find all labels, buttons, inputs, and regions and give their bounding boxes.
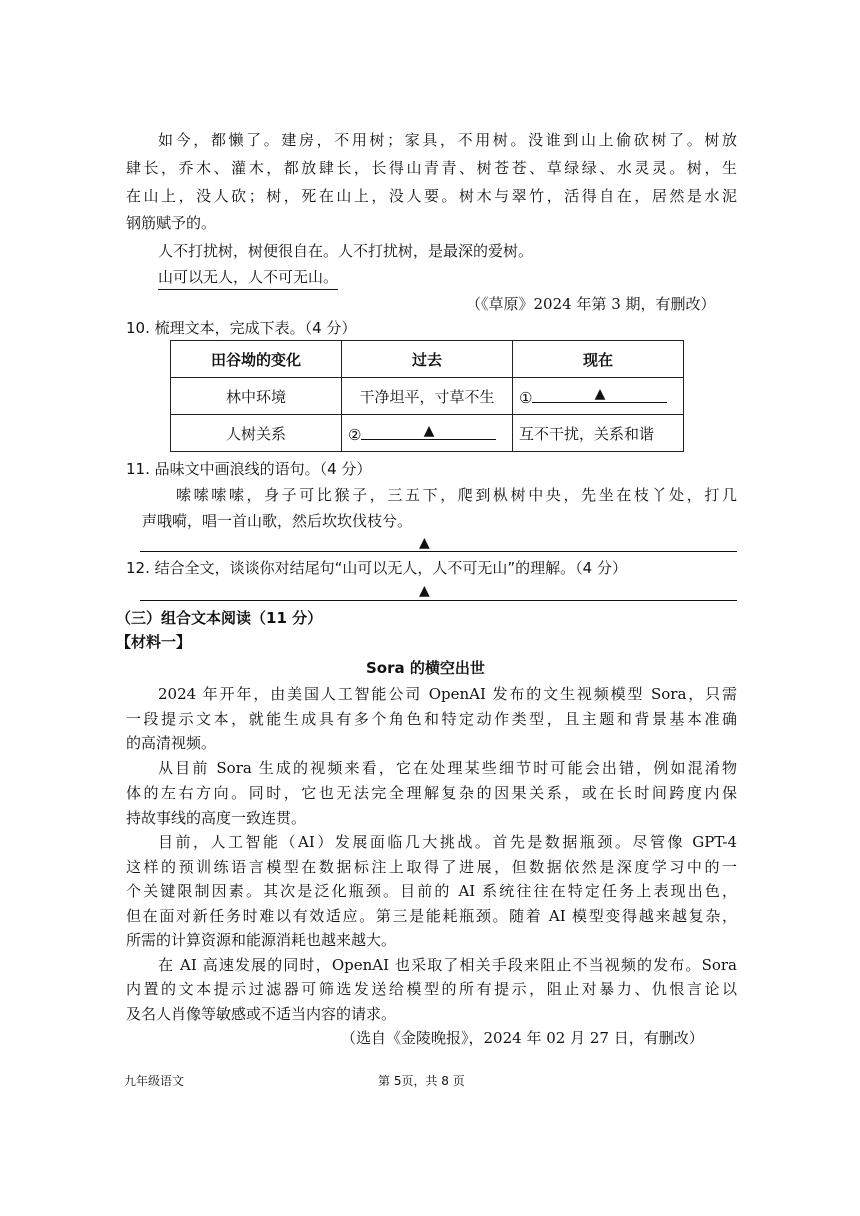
passage-paragraph: 人不打扰树，树便很自在。人不打扰树，是最深的爱树。 [158,242,534,260]
passage-line: 钢筋赋予的。 [126,214,217,232]
article-line: 但在面对新任务时难以有效适应。第三是能耗瓶颈。随着 AI 模型变得越来越复杂， [126,907,737,925]
table-header-row [171,341,684,378]
question-10-stem: 10. 梳理文本，完成下表。（4 分） [126,319,357,337]
article-line: 内置的文本提示过滤器可筛选发送给模型的所有提示，阻止对暴力、仇恨言论以 [126,980,737,998]
article-source: （选自《金陵晚报》，2024 年 02 月 27 日，有删改） [341,1029,704,1047]
answer-line[interactable] [140,551,737,552]
blank-number: ① [519,388,533,407]
article-line: 一段提示文本，就能生成具有多个角色和特定动作类型，且主题和背景基本准确 [126,710,737,728]
table-cell-past: 干净坦平，寸草不生 [342,378,513,415]
passage-line: 在山上，没人砍；树，死在山上，没人要。树木与翠竹，活得自在，居然是水泥 [126,187,737,205]
table-cell-now: 互不干扰，关系和谐 [513,415,684,452]
table-header-change: 田谷坳的变化 [171,341,342,378]
article-line: 从目前 Sora 生成的视频来看，它在处理某些细节时可能会出错，例如混淆物 [158,759,737,777]
article-line: 持故事线的高度一致连贯。 [126,809,307,827]
answer-marker: ▲ [423,422,435,439]
article-line: 这样的预训练语言模型在数据标注上取得了进展，但数据依然是深度学习中的一 [126,858,737,876]
answer-marker: ▲ [419,535,430,551]
article-line: 所需的计算资源和能源消耗也越来越大。 [126,931,397,949]
article-line: 的高清视频。 [126,734,217,752]
table-header-past: 过去 [342,341,513,378]
answer-blank[interactable] [532,386,667,403]
table-row [171,415,684,452]
material-label: 【材料一】 [116,633,192,651]
article-line: 及名人肖像等敏感或不适当内容的请求。 [126,1005,397,1023]
answer-blank[interactable] [361,423,496,440]
table-row-label: 林中环境 [171,378,342,415]
question-10-table [170,340,684,452]
answer-marker: ▲ [594,385,606,402]
article-title: Sora 的横空出世 [366,659,485,677]
passage-line: 肆长，乔木、灌木，都放肆长，长得山青青、树苍苍、草绿绿、水灵灵。树，生 [126,159,737,177]
passage-ending-sentence: 山可以无人，人不可无山。 [158,267,338,290]
table-cell-past-blank[interactable] [342,415,513,452]
question-11-quote: 声哦嗬，唱一首山歌，然后坎坎伐枝兮。 [142,512,413,530]
section-heading: （三）组合文本阅读（11 分） [116,609,323,627]
article-line: 体的左右方向。同时，它也无法完全理解复杂的因果关系，或在长时间跨度内保 [126,784,737,802]
question-11-stem: 11. 品味文中画浪线的语句。（4 分） [126,460,372,478]
article-line: 个关键限制因素。其次是泛化瓶颈。目前的 AI 系统往往在特定任务上表现出色， [126,882,737,900]
footer-subject: 九年级语文 [124,1074,185,1088]
table-row-label: 人树关系 [171,415,342,452]
article-line: 在 AI 高速发展的同时，OpenAI 也采取了相关手段来阻止不当视频的发布。Sora [158,956,737,974]
passage-line: 如今，都懒了。建房，不用树；家具，不用树。没谁到山上偷砍树了。树放 [158,131,737,149]
answer-marker: ▲ [419,583,430,599]
article-line: 目前，人工智能（AI）发展面临几大挑战。首先是数据瓶颈。尽管像 GPT-4 [158,833,737,851]
footer-page-number: 第 5页，共 8 页 [378,1074,465,1088]
passage-source: （《草原》2024 年第 3 期，有删改） [466,295,716,313]
article-line: 2024 年开年，由美国人工智能公司 OpenAI 发布的文生视频模型 Sora，只需 [158,685,737,703]
question-12-stem: 12. 结合全文，谈谈你对结尾句“山可以无人，人不可无山”的理解。（4 分） [126,559,627,577]
blank-number: ② [348,425,362,444]
table-row [171,378,684,415]
table-cell-now-blank[interactable] [513,378,684,415]
table-header-now: 现在 [513,341,684,378]
answer-line[interactable] [140,600,737,601]
question-11-quote: 嗦嗦嗦嗦，身子可比猴子，三五下，爬到枞树中央，先坐在枝丫处，打几 [176,486,737,504]
